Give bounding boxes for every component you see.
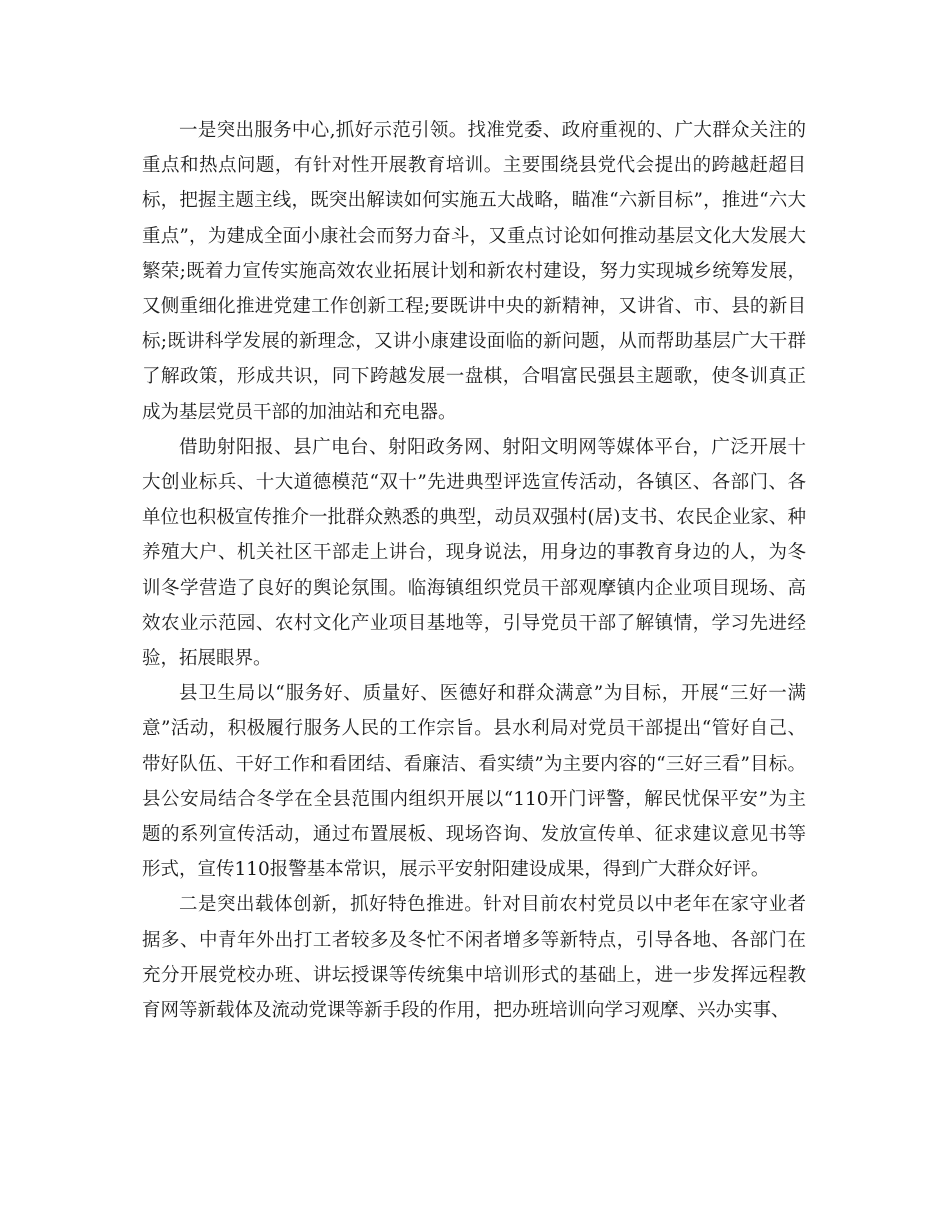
paragraph-2: 借助射阳报、县广电台、射阳政务网、射阳文明网等媒体平台，广泛开展十大创业标兵、十大道德模范“双十”先进典型评选宣传活动，各镇区、各部门、各单位也积极宣传推介一批群众熟悉的典型，动员双强村(居)支书、农民企业家、种养殖大户、机关社区干部走上讲台，现身说法，用身边的事教育身边的人，为冬训冬学营造了良好的舆论氛围。临海镇组织党员干部观摩镇内企业项目现场、高效农业示范园、农村文化产业项目基地等，引导党员干部了解镇情，学习先进经验，拓展眼界。 <box>142 436 806 670</box>
paragraph-1: 一是突出服务中心,抓好示范引领。找准党委、政府重视的、广大群众关注的重点和热点问题，有针对性开展教育培训。主要围绕县党代会提出的跨越赶超目标，把握主题主线，既突出解读如何实施五大战略，瞄准“六新目标”，推进“六大重点”，为建成全面小康社会而努力奋斗，又重点讨论如何推动基层文化大发展大繁荣;既着力宣传实施高效农业拓展计划和新农村建设，努力实现城乡统筹发展，又侧重细化推进党建工作创新工程;要既讲中央的新精神，又讲省、市、县的新目标;既讲科学发展的新理念，又讲小康建设面临的新问题，从而帮助基层广大干群了解政策，形成共识，同下跨越发展一盘棋，合唱富民强县主题歌，使冬训真正成为基层党员干部的加油站和充电器。 <box>142 120 806 423</box>
paragraph-4: 二是突出载体创新，抓好特色推进。针对目前农村党员以中老年在家守业者据多、中青年外出打工者较多及冬忙不闲者增多等新特点，引导各地、各部门在充分开展党校办班、讲坛授课等传统集中培训形式的基础上，进一步发挥远程教育网等新载体及流动党课等新手段的作用，把办班培训向学习观摩、兴办实事、 <box>142 894 806 1022</box>
document-body <box>142 113 806 1028</box>
paragraph-3: 县卫生局以“服务好、质量好、医德好和群众满意”为目标，开展“三好一满意”活动，积极履行服务人民的工作宗旨。县水利局对党员干部提出“管好自己、带好队伍、干好工作和看团结、看廉洁、看实绩”为主要内容的“三好三看”目标。县公安局结合冬学在全县范围内组织开展以“110开门评警，解民忧保平安”为主题的系列宣传活动，通过布置展板、现场咨询、发放宣传单、征求建议意见书等形式，宣传110报警基本常识，展示平安射阳建设成果，得到广大群众好评。 <box>142 683 806 881</box>
